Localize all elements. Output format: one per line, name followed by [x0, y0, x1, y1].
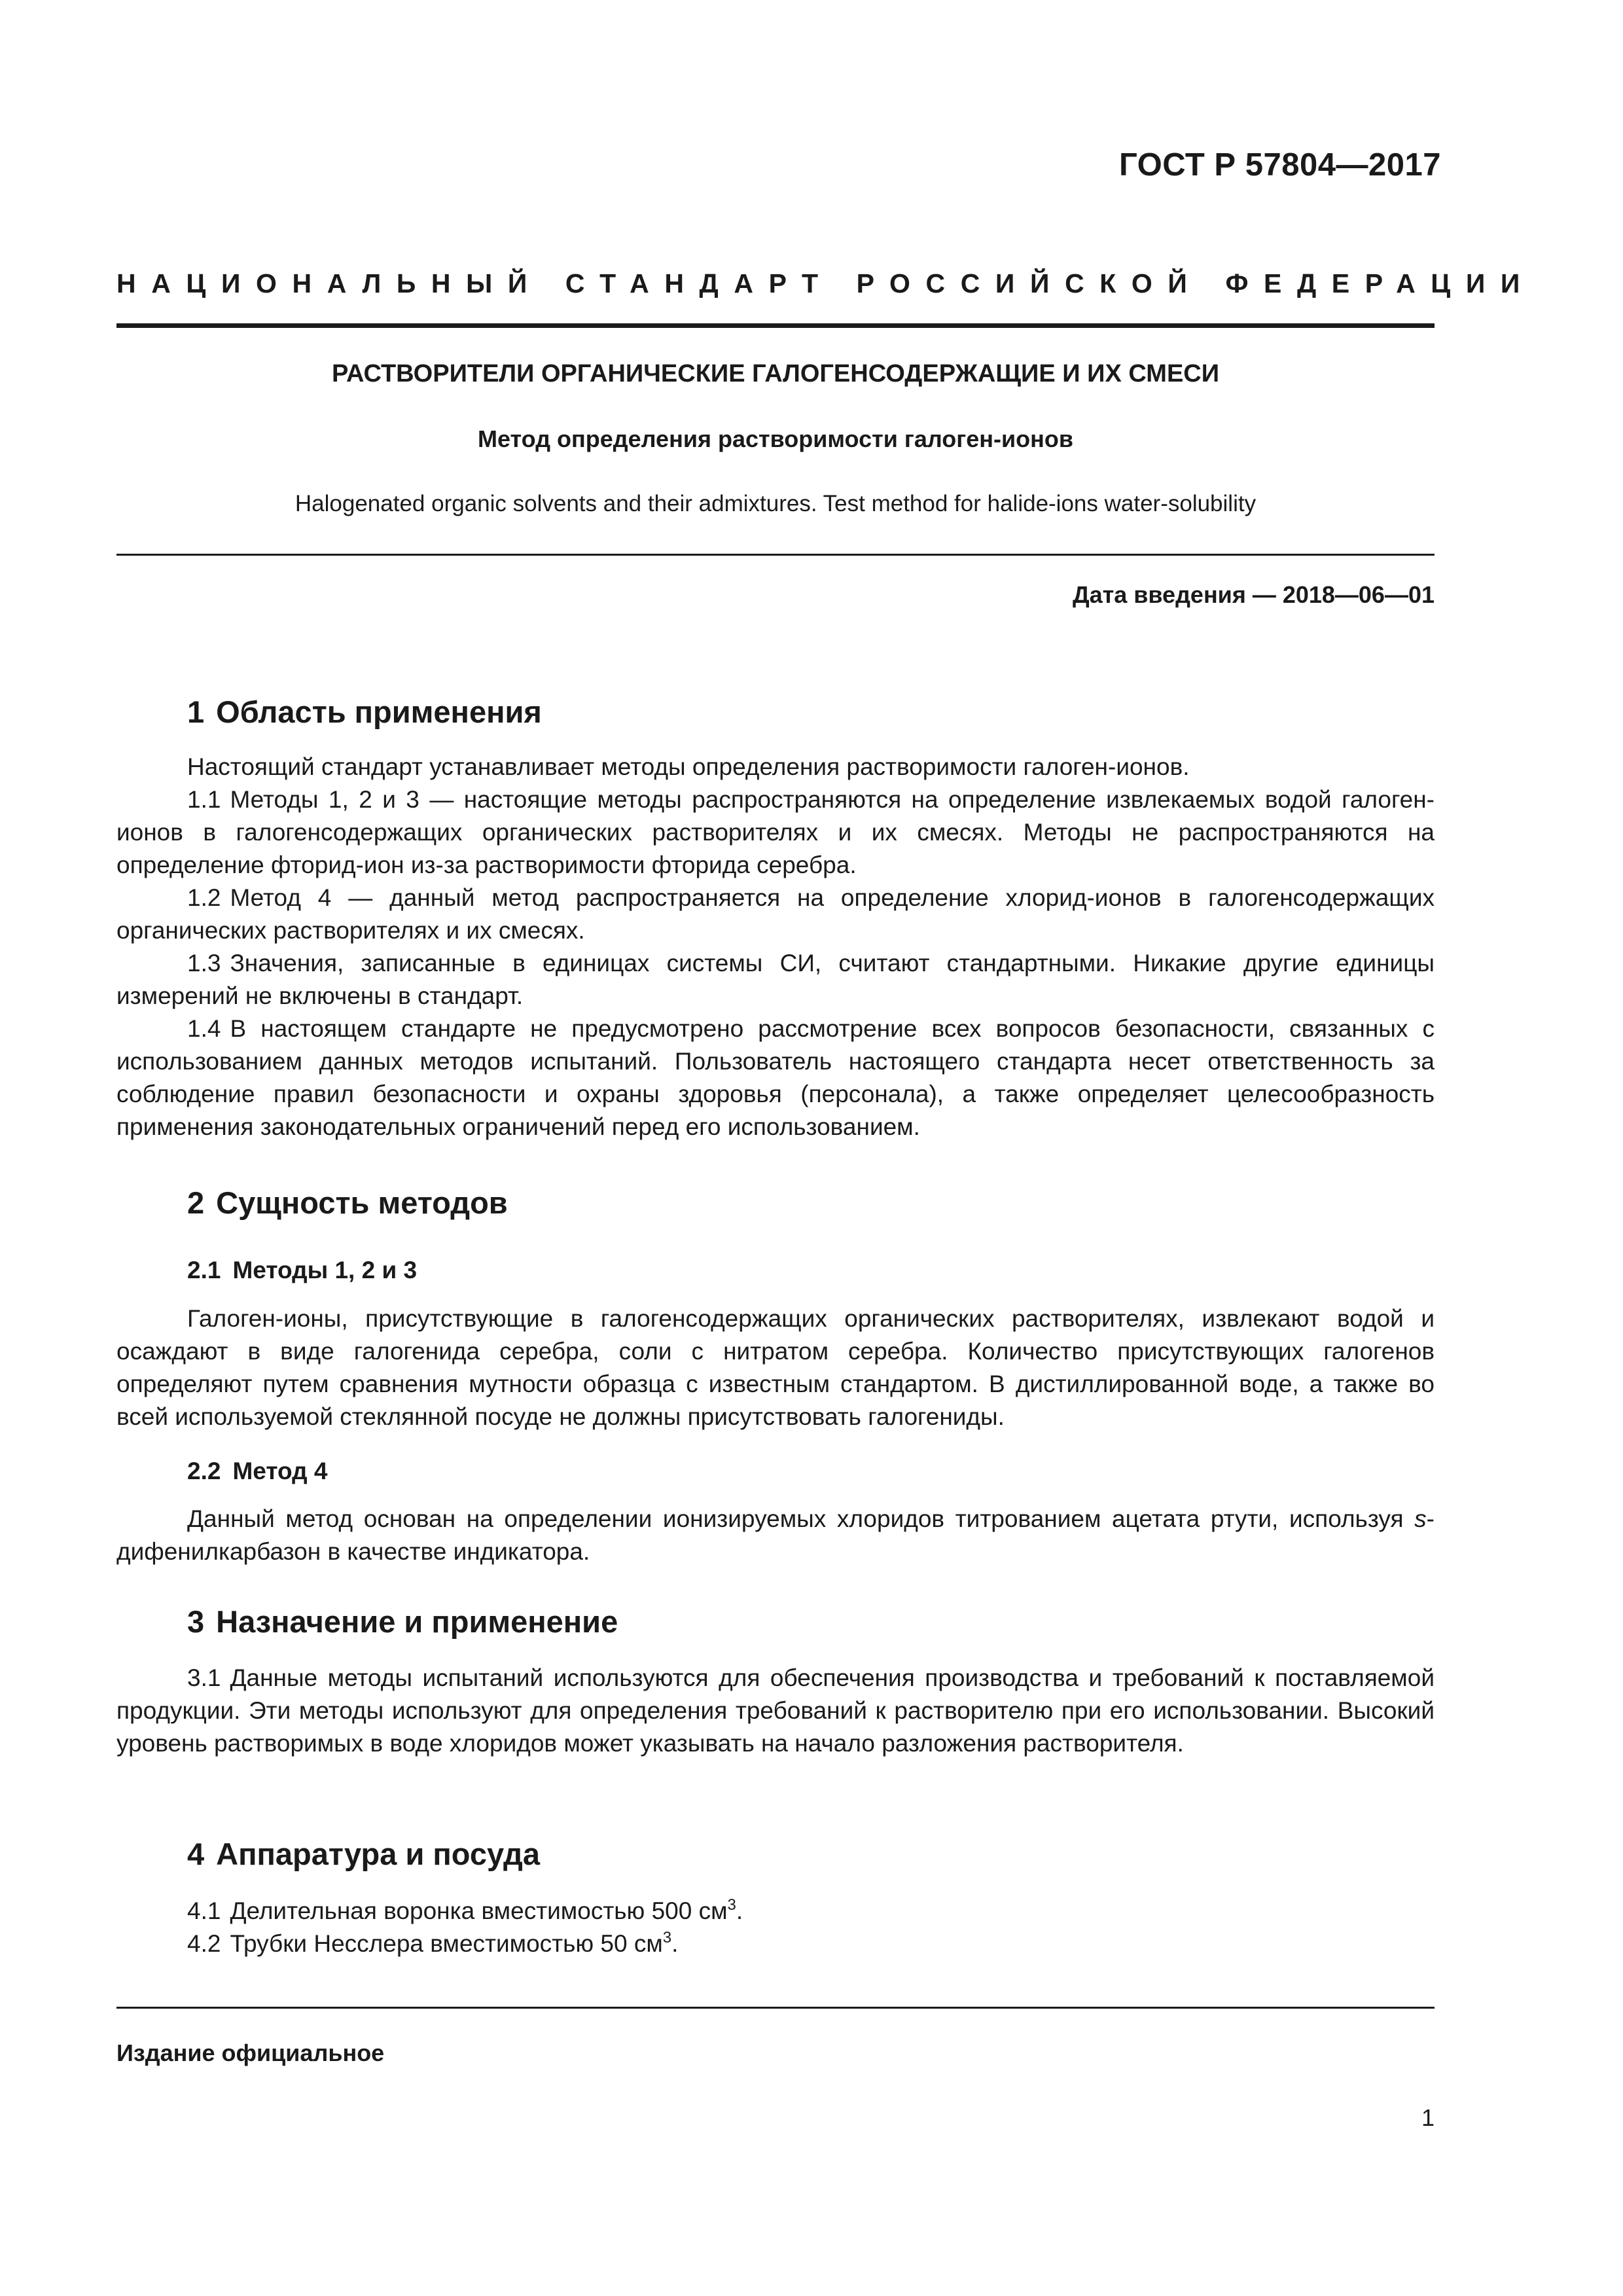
- clause-text: Трубки Несслера вместимостью 50 см: [230, 1930, 663, 1957]
- superscript: 3: [662, 1929, 672, 1946]
- clause-number: 4.2: [187, 1930, 221, 1957]
- section-number: 1: [187, 694, 205, 729]
- document-title: РАСТВОРИТЕЛИ ОРГАНИЧЕСКИЕ ГАЛОГЕНСОДЕРЖАЩИЕ И ИХ СМЕСИ: [331, 360, 1220, 387]
- paragraph: Галоген-ионы, присутствующие в галогенсодержащих органических растворителях, извлекают водой и осаждают в виде галогенида серебра, соли с нитратом серебра. Количество присутствующих галогенов определяют путем сравнения мутности образца с известным стандартом. В дистиллированной воде, а также во всей используемой стеклянной посуде не должны присутствовать галогениды.: [116, 1305, 1435, 1430]
- paragraph: [116, 1013, 1435, 1143]
- paragraph-text: Данный метод основан на определении ионизируемых хлоридов титрованием ацетата ртути, используя: [187, 1505, 1415, 1532]
- italic-symbol: s: [1414, 1505, 1427, 1532]
- paragraph: [116, 1928, 1435, 1960]
- section-title: Аппаратура и посуда: [216, 1837, 540, 1871]
- clause-text: Делительная воронка вместимостью 500 см: [230, 1897, 728, 1924]
- section-title: Область применения: [216, 694, 542, 729]
- document-title-english: Halogenated organic solvents and their admixtures. Test method for halide-ions water-solubility: [294, 491, 1257, 516]
- subsection-number: 2.2: [187, 1458, 221, 1484]
- clause-text: Данные методы испытаний используются для обеспечения производства и требований к поставляемой продукции. Эти методы используют для определения требований к растворителю при его использовании. Высокий уровень растворимых в воде хлоридов может указывать на начало разложения растворителя.: [116, 1664, 1435, 1757]
- clause-number: 3.1: [187, 1664, 221, 1691]
- clause-number: 4.1: [187, 1897, 221, 1924]
- document-number: ГОСТ Р 57804—2017: [1118, 147, 1441, 183]
- section-3-heading: [187, 1604, 618, 1640]
- subsection-2-1-body: [116, 1302, 1435, 1433]
- page-number: 1: [1421, 2104, 1435, 2131]
- clause-end: .: [671, 1930, 679, 1957]
- section-1-body: [116, 751, 1435, 1143]
- section-title: Сущность методов: [216, 1185, 508, 1220]
- national-standard-heading: НАЦИОНАЛЬНЫЙ СТАНДАРТ РОССИЙСКОЙ ФЕДЕРАЦИИ: [116, 268, 1535, 298]
- section-3-body: [116, 1662, 1435, 1760]
- footer-rule: [116, 2007, 1435, 2009]
- section-4-body: [116, 1895, 1435, 1960]
- clause-text: В настоящем стандарте не предусмотрено рассмотрение всех вопросов безопасности, связанных с использованием данных методов испытаний. Пользователь настоящего стандарта несет ответственность за соблюдение правил безопасности и охраны здоровья (персонала), а также определяет целесообразность применения законодательных ограничений перед его использованием.: [116, 1015, 1435, 1140]
- subsection-title: Методы 1, 2 и 3: [232, 1257, 418, 1283]
- section-title: Назначение и применение: [216, 1604, 618, 1639]
- paragraph: [116, 1895, 1435, 1928]
- section-number: 3: [187, 1604, 205, 1639]
- subsection-2-2-heading: [187, 1458, 327, 1485]
- introduction-date: Дата введения — 2018—06—01: [1072, 581, 1435, 608]
- superscript: 3: [727, 1896, 736, 1914]
- subsection-number: 2.1: [187, 1257, 221, 1283]
- official-edition-label: Издание официальное: [116, 2039, 385, 2066]
- section-4-heading: [187, 1836, 540, 1872]
- clause-number: 1.2: [187, 884, 221, 911]
- paragraph: [116, 1662, 1435, 1760]
- section-2-heading: [187, 1185, 508, 1221]
- paragraph: [116, 947, 1435, 1013]
- header-rule: [116, 323, 1435, 328]
- clause-text: Метод 4 — данный метод распространяется на определение хлорид-ионов в галогенсодержащих органических растворителях и их смесях.: [116, 884, 1435, 944]
- clause-number: 1.4: [187, 1015, 221, 1042]
- paragraph: Настоящий стандарт устанавливает методы определения растворимости галоген-ионов.: [187, 753, 1190, 780]
- paragraph: [116, 783, 1435, 882]
- subsection-2-1-heading: [187, 1257, 417, 1284]
- paragraph: [116, 1503, 1435, 1568]
- clause-number: 1.3: [187, 950, 221, 977]
- clause-number: 1.1: [187, 786, 221, 813]
- subsection-title: Метод 4: [232, 1458, 328, 1484]
- paragraph-text: -дифенилкарбазон в качестве индикатора.: [116, 1505, 1435, 1565]
- title-rule: [116, 554, 1435, 556]
- paragraph: [116, 882, 1435, 947]
- document-subtitle: Метод определения растворимости галоген-ионов: [477, 425, 1073, 452]
- clause-text: Методы 1, 2 и 3 — настоящие методы распространяются на определение извлекаемых водой галоген-ионов в галогенсодержащих органических растворителях и их смесях. Методы не распространяются на определение фторид-ион из-за растворимости фторида серебра.: [116, 786, 1435, 878]
- section-number: 2: [187, 1185, 205, 1220]
- section-1-heading: [187, 694, 542, 730]
- clause-text: Значения, записанные в единицах системы СИ, считают стандартными. Никакие другие единицы измерений не включены в стандарт.: [116, 950, 1435, 1009]
- section-number: 4: [187, 1837, 205, 1871]
- clause-end: .: [736, 1897, 743, 1924]
- subsection-2-2-body: [116, 1503, 1435, 1568]
